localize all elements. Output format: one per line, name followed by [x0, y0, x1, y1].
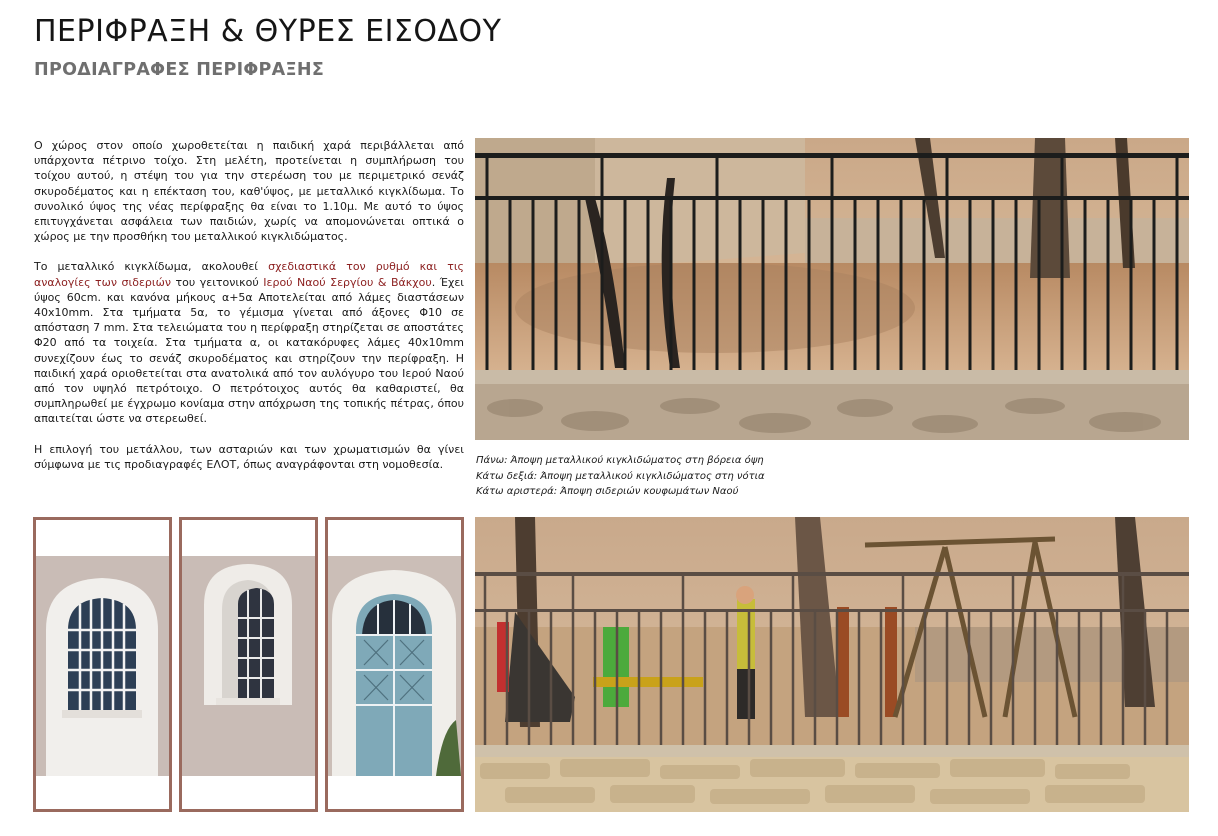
church-window-illustration-2: [182, 520, 315, 809]
caption-bottom-right: Κάτω δεξιά: Άποψη μεταλλικού κιγκλιδώματος στη νότια: [476, 470, 765, 482]
north-railing-illustration: [475, 138, 1189, 440]
south-railing-illustration: [475, 517, 1189, 812]
page-title: ΠΕΡΙΦΡΑΞΗ & ΘΥΡΕΣ ΕΙΣΟΔΟΥ: [34, 14, 502, 49]
church-window-photo-1: [33, 517, 172, 812]
description-text: [34, 138, 464, 487]
church-door-photo: [325, 517, 464, 812]
highlight-church-name: Ιερού Ναού Σεργίου & Βάκχου: [263, 275, 432, 289]
caption-top: Πάνω: Άποψη μεταλλικού κιγκλιδώματος στη βόρεια όψη: [476, 455, 764, 466]
south-railing-render: [475, 517, 1189, 812]
paragraph-2: Το μεταλλικό κιγκλίδωμα, ακολουθεί σχεδιαστικά τον ρυθμό και τις αναλογίες των σιδεριών του γειτονικού Ιερού Ναού Σεργίου & Βάκχου. Έχει ύψος 60cm. και κανόνα μήκους α+5α Αποτελείται από λάμες διαστάσεων 40x10mm. Στα τμήματα 5α, το γέμισμα γίνεται από άξονες Φ10 σε απόσταση 7 mm. Στα τελειώματα του η περίφραξη στηρίζεται σε αποστάτες Φ20 από τα τοιχεία. Στα τμήματα α, οι κατακόρυφες λάμες 40x10mm συνεχίζουν έως το σενάζ σκυροδέματος και στηρίζουν την περίφραξη. Η παιδική χαρά οριοθετείται στα ανατολικά από τον αυλόγυρο του Ιερού Ναού από τον υψηλό πετρότοιχο. Ο πετρότοιχος αυτός θα καθαριστεί, θα συμπληρωθεί με έγχρωμο κονίαμα στην απόχρωση της τοπικής πέτρας, όπου απαιτείται ώστε να στερεωθεί.: [34, 260, 464, 426]
highlight-railing-rhythm: σχεδιαστικά τον ρυθμό και τις αναλογίες των σιδεριών: [34, 260, 464, 289]
paragraph-3: Η επιλογή του μετάλλου, των ασταριών και των χρωματισμών θα γίνει σύμφωνα με τις προδιαγραφές ΕΛΟΤ, όπως αναγράφονται στη νομοθεσία.: [34, 442, 464, 471]
caption-bottom-left: Κάτω αριστερά: Άποψη σιδεριών κουφωμάτων Ναού: [476, 486, 739, 497]
north-railing-render: [475, 138, 1189, 440]
paragraph-1: Ο χώρος στον οποίο χωροθετείται η παιδική χαρά περιβάλλεται από υπάρχοντα πέτρινο τοίχο. Στη μελέτη, προτείνεται η συμπλήρωση του τοίχου αυτού, η στέψη του για την στερέωση του με περιμετρικό σενάζ σκυροδέματος και η επέκταση του, καθ'ύψος, με μεταλλικό κιγκλίδωμα. Το συνολικό ύψος της νέας περίφραξης θα είναι το 1.10μ. Με αυτό το ύψος επιτυγχάνεται ασφάλεια των παιδιών, χωρίς να απομονώνεται οπτικά ο χώρος με την προσθήκη του μεταλλικού κιγκλιδώματος.: [34, 139, 464, 244]
church-window-illustration-1: [36, 520, 169, 809]
church-window-photo-2: [179, 517, 318, 812]
church-door-illustration: [328, 520, 461, 809]
image-captions: [476, 453, 765, 500]
page-subtitle: ΠΡΟΔΙΑΓΡΑΦΕΣ ΠΕΡΙΦΡΑΞΗΣ: [34, 60, 325, 80]
